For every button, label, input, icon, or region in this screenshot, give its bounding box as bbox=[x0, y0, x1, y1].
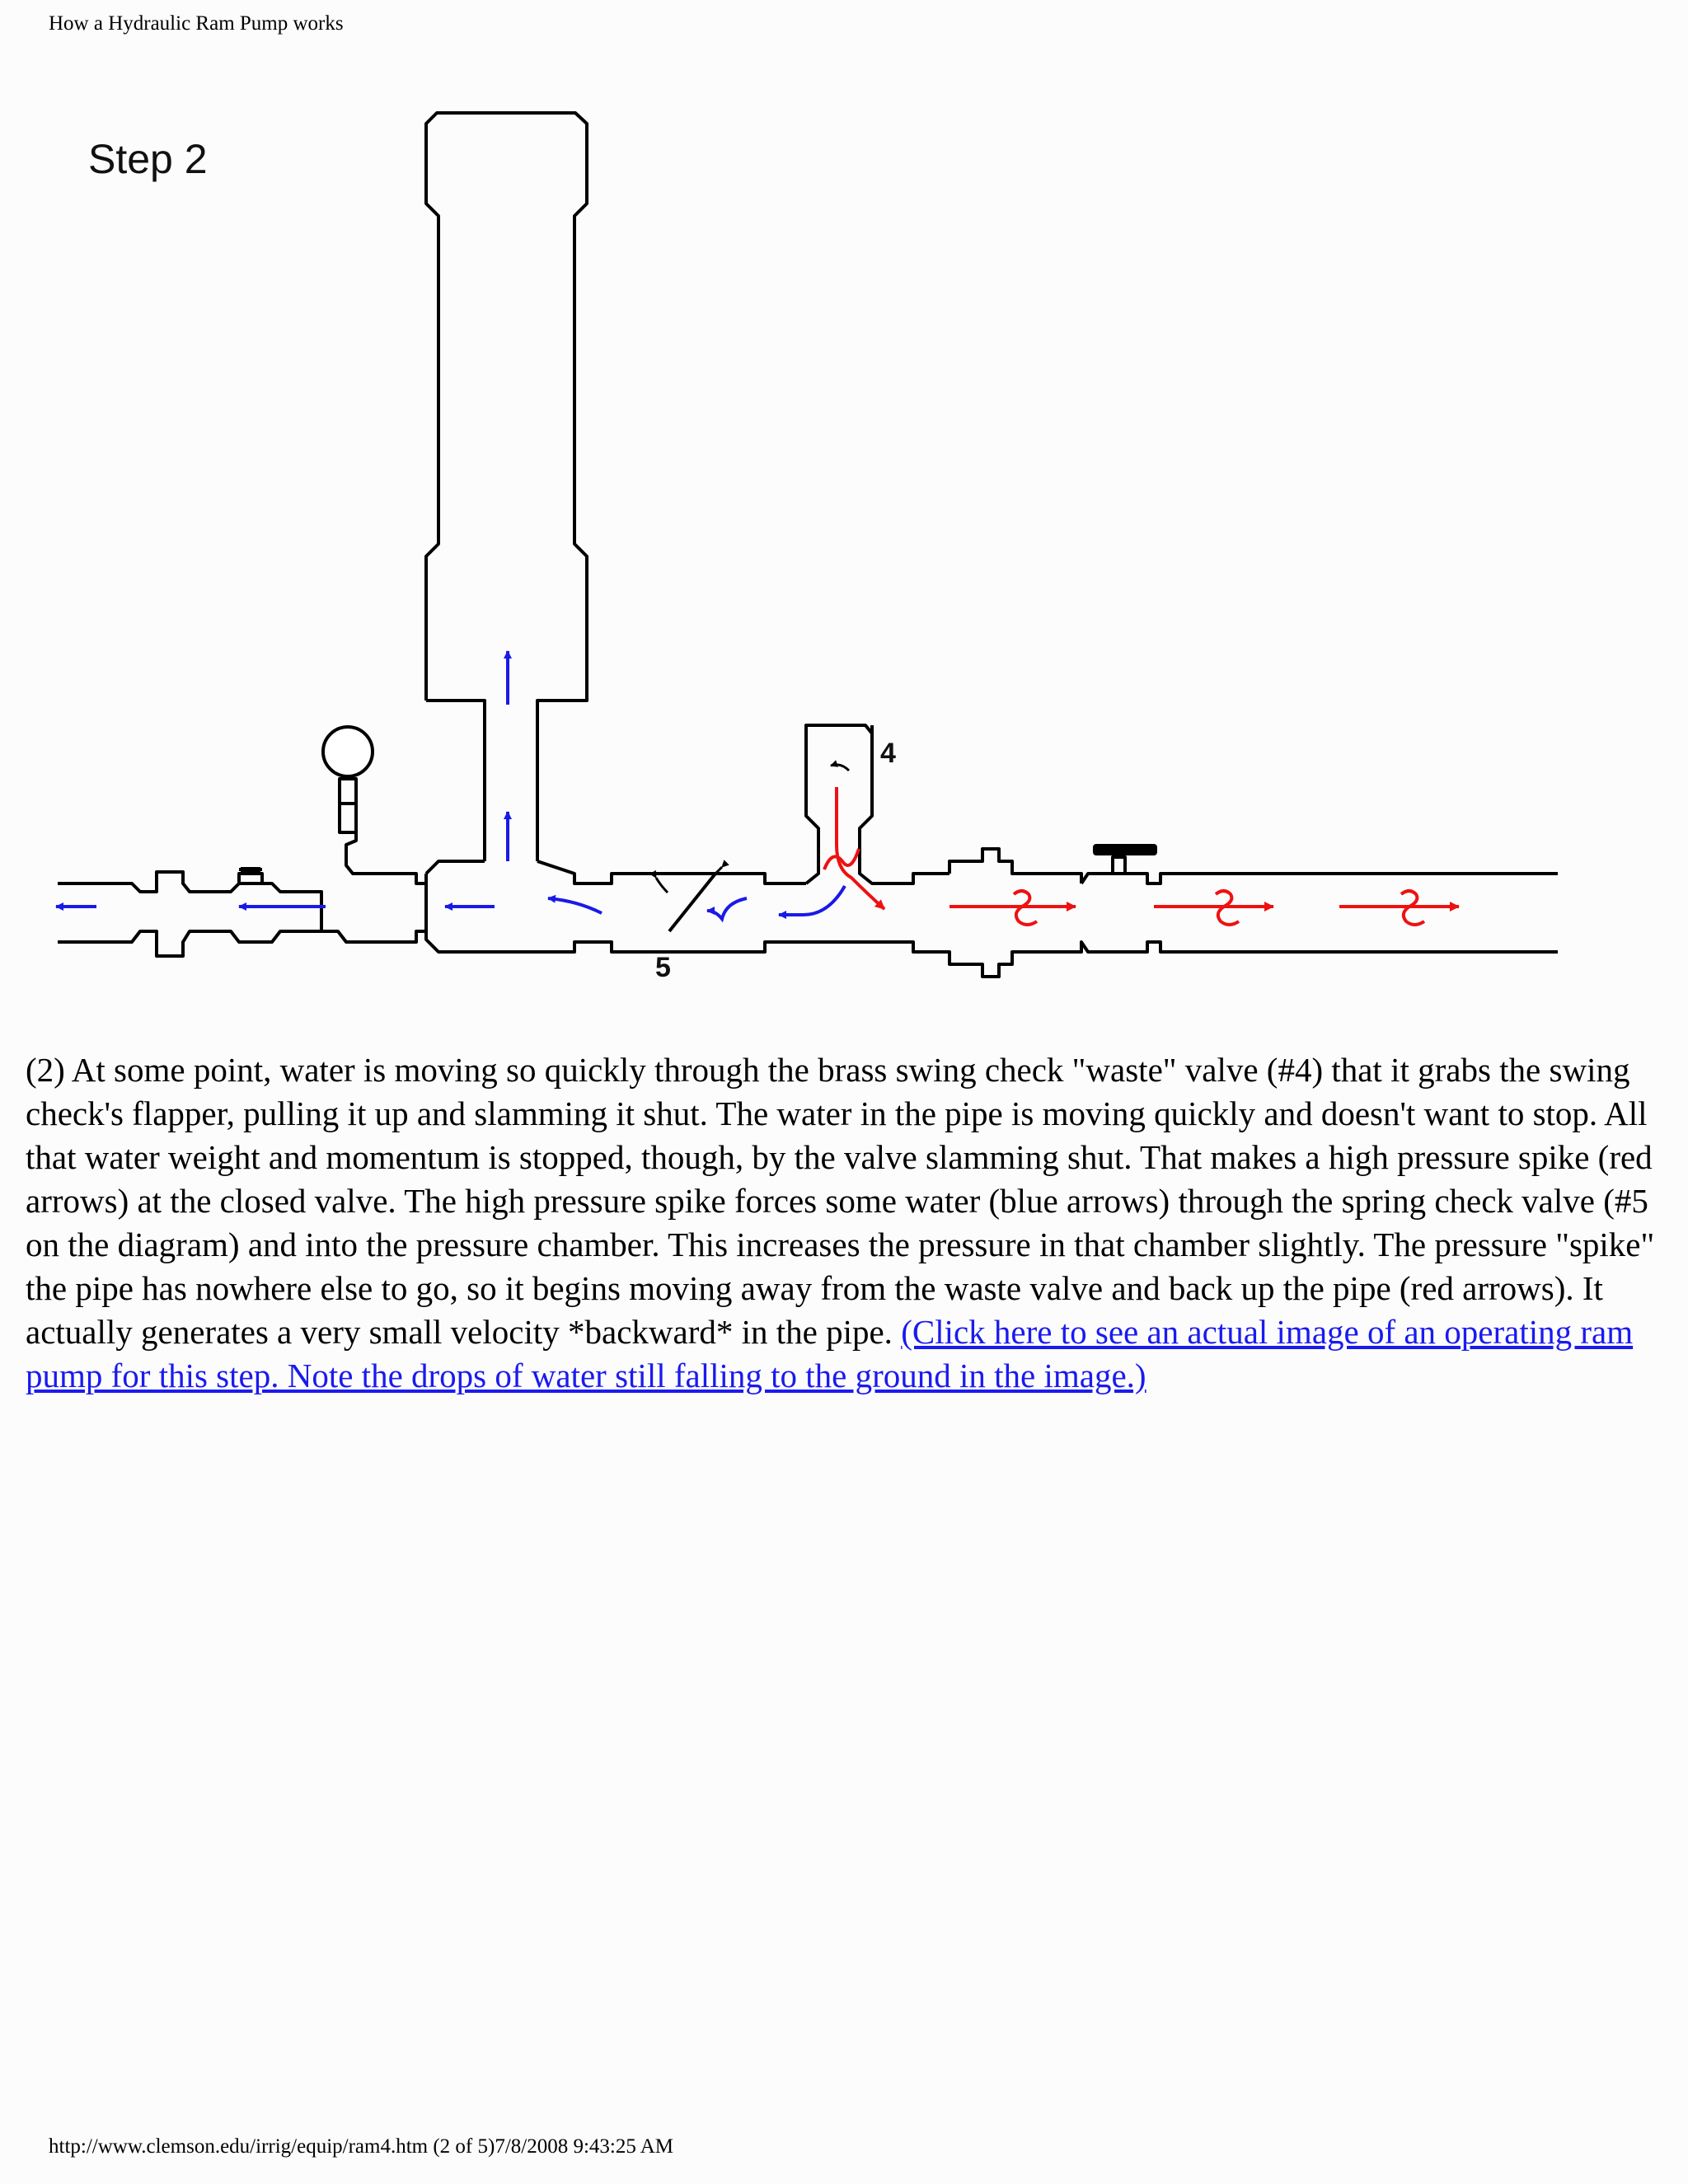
waste-valve-label: 4 bbox=[880, 738, 896, 769]
waste-valve-flapper-arrow bbox=[831, 765, 849, 771]
ram-pump-diagram bbox=[0, 82, 1688, 1038]
arrow-left-icon bbox=[707, 898, 747, 919]
gate-valve-handle bbox=[1093, 844, 1157, 855]
pressure-chamber-left-neck bbox=[426, 701, 485, 861]
arrow-left-icon bbox=[779, 886, 845, 915]
arrow-left-icon bbox=[548, 898, 602, 913]
valve-flapper-icon bbox=[656, 867, 722, 931]
pressure-chamber bbox=[426, 113, 587, 861]
check-valve-label: 5 bbox=[655, 952, 671, 983]
page-footer-url: http://www.clemson.edu/irrig/equip/ram4.htm (2 of 5)7/8/2008 9:43:25 AM bbox=[49, 2135, 674, 2158]
operating-image-link[interactable]: (Click here to see an actual image of an operating ram pump for this step. Note the drops of water still falling to the ground in the image.) bbox=[26, 1313, 1634, 1394]
page-header-title: How a Hydraulic Ram Pump works bbox=[49, 12, 344, 35]
pressure-gauge-icon bbox=[323, 727, 373, 776]
step-label: Step 2 bbox=[88, 136, 208, 182]
step-description-text: (2) At some point, water is moving so quickly through the brass swing check "waste" valve (#4) that it grabs the swing check's flapper, pulling it up and slamming it shut. The water in the pipe is moving quickly and doesn't want to stop. All that water weight and momentum is stopped, though, by the valve slamming shut. That makes a high pressure spike (red arrows) at the closed valve. The high pressure spike forces some water (blue arrows) through the spring check valve (#5 on the diagram) and into the pressure chamber. This increases the pressure in that chamber slightly. The pressure "spike" the pipe has nowhere else to go, so it begins moving away from the waste valve and back up the pipe (red arrows). It actually generates a very small velocity *backward* in the pipe. bbox=[26, 1051, 1655, 1351]
step-description bbox=[26, 1048, 1666, 1398]
pipe-assembly bbox=[58, 113, 1558, 977]
